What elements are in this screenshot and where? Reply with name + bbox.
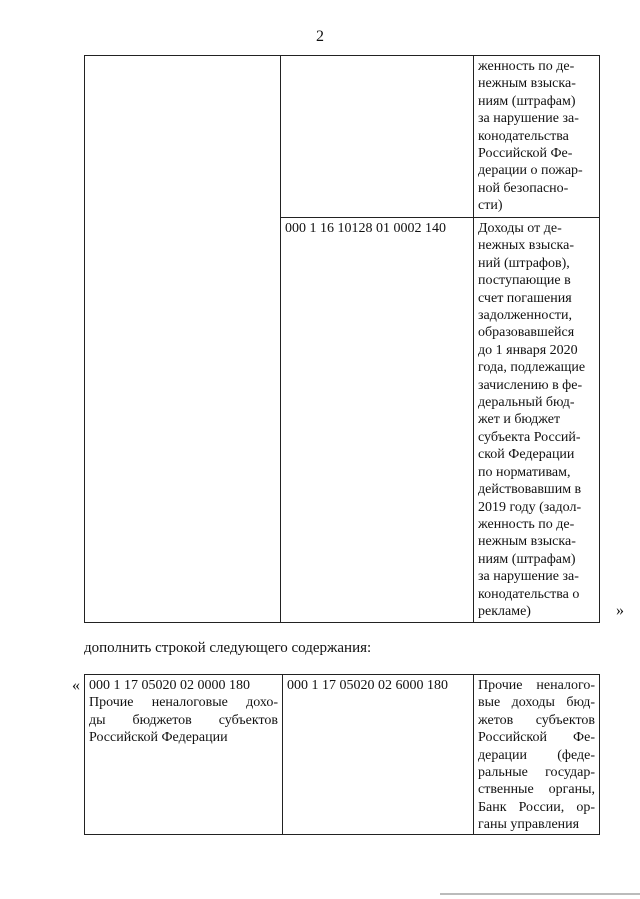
text-line: дерации о пожар-	[478, 163, 583, 179]
text-line: деральный бюд-	[478, 395, 575, 411]
text-line: по нормативам,	[478, 464, 571, 480]
text-line: Российской Фе-	[478, 146, 573, 162]
text-line: до 1 января 2020	[478, 342, 578, 358]
text-line: Российской Фе-	[478, 730, 595, 746]
table-cell-code: 000 1 16 10128 01 0002 140	[281, 218, 474, 623]
income-code: 000 1 17 05020 02 6000 180	[287, 678, 448, 693]
text-line: субъекта Россий-	[478, 429, 581, 445]
amendment-instruction: дополнить строкой следующего содержания:	[84, 640, 372, 656]
text-line: жетов субъектов	[478, 712, 595, 728]
text-line: ственные органы,	[478, 782, 595, 798]
text-line: года, подлежащие	[478, 360, 586, 376]
text-line: образовавшейся	[478, 325, 575, 341]
group-description	[89, 694, 278, 746]
opening-quote: «	[72, 677, 80, 694]
continued-table	[84, 55, 600, 623]
text-line: жет и бюджет	[478, 412, 561, 428]
scan-artifact-line	[440, 893, 640, 895]
text-line: ной безопасно-	[478, 180, 569, 196]
table-row	[85, 56, 600, 218]
text-line: ниям (штрафам)	[478, 551, 576, 567]
new-row-table	[84, 674, 600, 835]
text-line: нежных взыска-	[478, 238, 575, 254]
text-line: за нарушение за-	[478, 569, 579, 585]
text-line: женность по де-	[478, 516, 575, 532]
text-line: ниям (штрафам)	[478, 93, 576, 109]
text-line: поступающие в	[478, 273, 571, 289]
text-line: Прочие неналого-	[478, 678, 595, 693]
text-line: за нарушение за-	[478, 111, 579, 127]
text-line: 2019 году (задол-	[478, 499, 582, 515]
text-line: задолженности,	[478, 308, 573, 324]
table-row	[85, 675, 600, 835]
text-line: ганы управления	[478, 817, 580, 833]
table-cell-code	[283, 675, 474, 835]
text-line: нежным взыска-	[478, 76, 576, 92]
table-cell-code-group	[85, 56, 281, 623]
table-cell-description	[474, 56, 600, 218]
text-line: действовавшим в	[478, 482, 582, 498]
table-cell-group-code	[85, 675, 283, 835]
table-cell-description	[474, 675, 600, 835]
text-line: конодательства о	[478, 586, 580, 602]
text-line: женность по де-	[478, 59, 575, 74]
text-line: ской Федерации	[478, 447, 575, 463]
text-line: дерации (федe-	[478, 747, 595, 763]
text-line: ний (штрафов),	[478, 255, 570, 271]
table-cell-code	[281, 56, 474, 218]
text-line: рекламе)	[478, 603, 531, 619]
text-line: нежным взыска-	[478, 534, 576, 550]
text-line: вые доходы бюд-	[478, 695, 595, 711]
text-line: ды бюджетов субъектов	[89, 712, 278, 728]
table-cell-description	[474, 218, 600, 623]
text-line: конодательства	[478, 128, 569, 144]
group-code: 000 1 17 05020 02 0000 180	[89, 678, 250, 693]
text-line: Российской Федерации	[89, 730, 228, 746]
text-line: зачислению в фе-	[478, 377, 583, 393]
text-line: счет погашения	[478, 290, 572, 306]
text-line: Банк России, ор-	[478, 799, 595, 815]
text-line: Прочие неналоговые дохо-	[89, 695, 278, 711]
page-number: 2	[316, 28, 324, 45]
text-line: ральные государ-	[478, 765, 595, 781]
closing-quote: »	[616, 602, 624, 619]
text-line: сти)	[478, 198, 503, 214]
text-line: Доходы от де-	[478, 221, 562, 236]
